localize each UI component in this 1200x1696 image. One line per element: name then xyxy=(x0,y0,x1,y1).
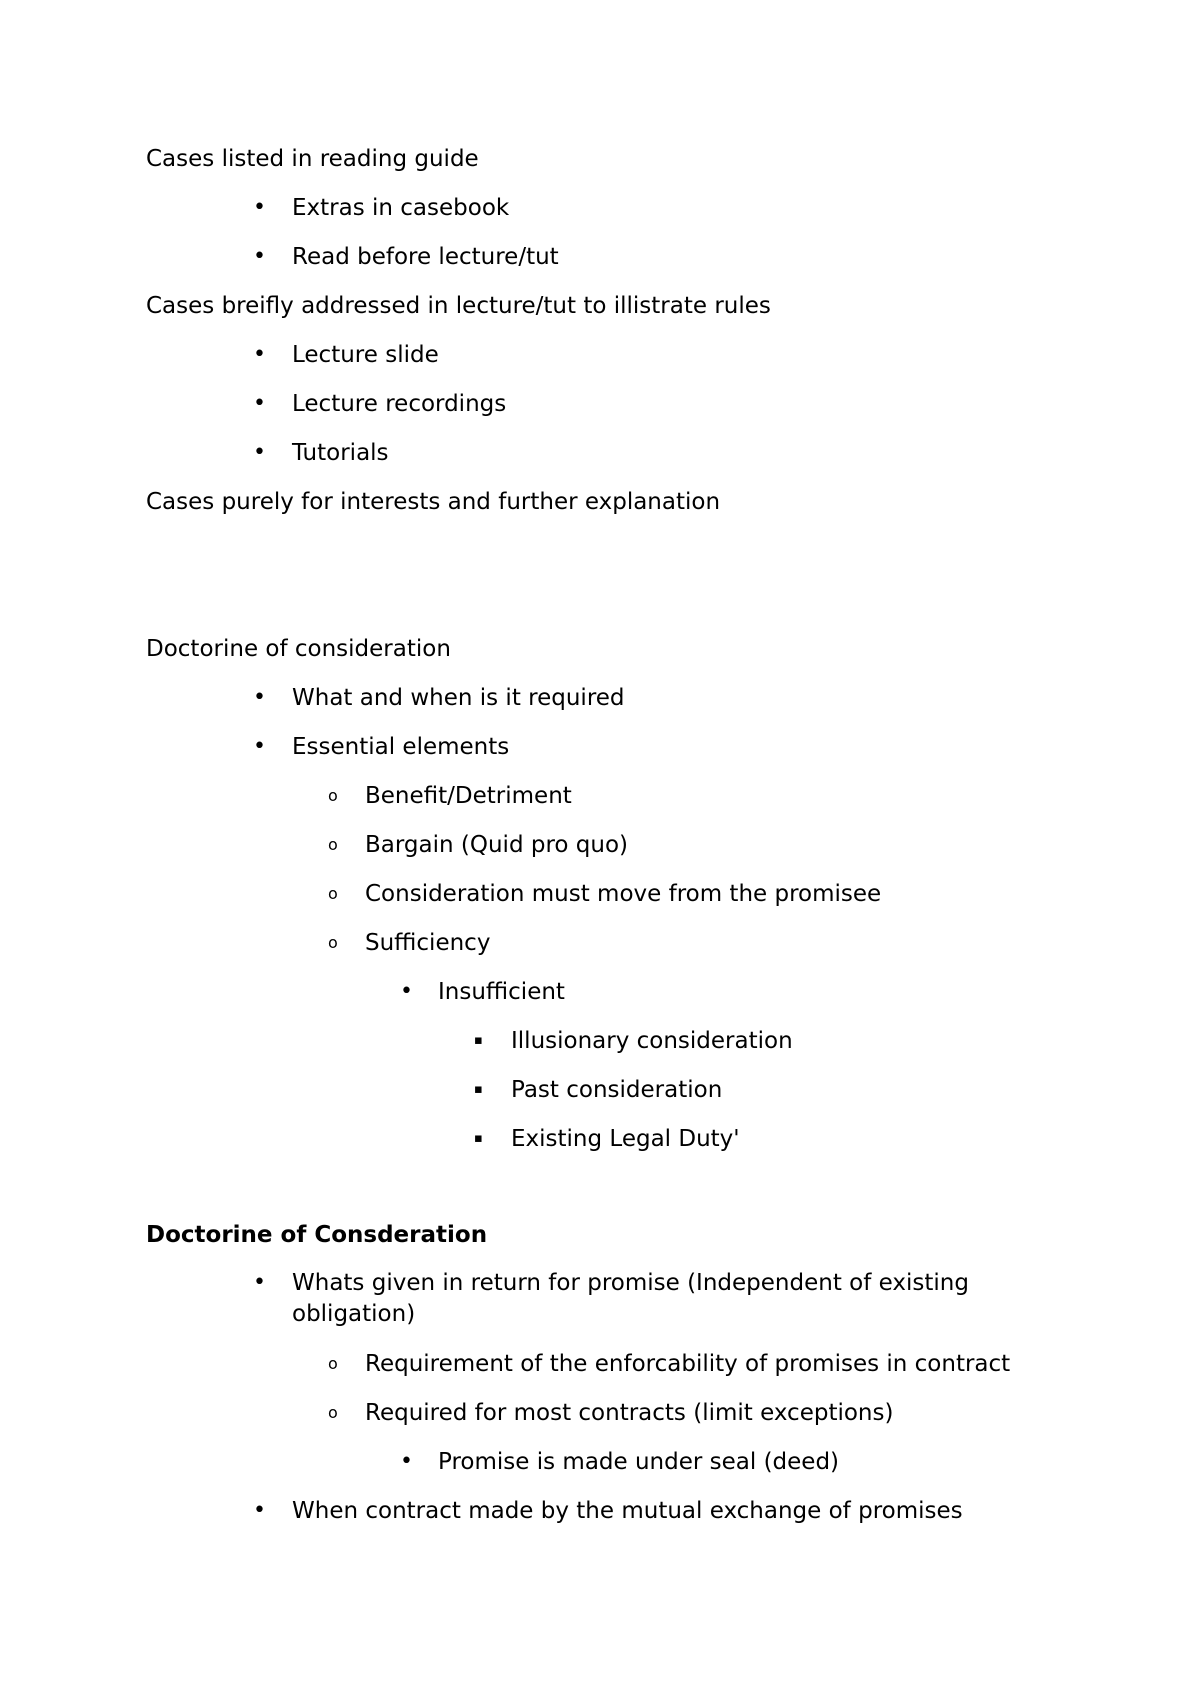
list-item: Existing Legal Duty' xyxy=(511,1126,740,1152)
section-heading: Cases listed in reading guide xyxy=(146,146,479,172)
list-item: Extras in casebook xyxy=(292,195,510,221)
disc-bullet-icon: • xyxy=(253,1270,266,1295)
disc-bullet-icon: • xyxy=(253,685,266,710)
disc-bullet-icon: • xyxy=(253,195,266,220)
list-item: Consideration must move from the promisee xyxy=(365,881,882,907)
list-item: Read before lecture/tut xyxy=(292,244,559,270)
list-item: Lecture recordings xyxy=(292,391,507,417)
list-item: Bargain (Quid pro quo) xyxy=(365,832,629,858)
circle-bullet-icon: o xyxy=(328,786,338,805)
list-item: Sufficiency xyxy=(365,930,491,956)
square-bullet-icon: ▪ xyxy=(474,1082,483,1097)
list-item: Tutorials xyxy=(292,440,389,466)
list-item: Requirement of the enforcability of promises in contract xyxy=(365,1351,1011,1377)
list-item: When contract made by the mutual exchange of promises xyxy=(292,1498,963,1524)
disc-bullet-icon: • xyxy=(253,440,266,465)
disc-bullet-icon: • xyxy=(253,342,266,367)
list-item: Promise is made under seal (deed) xyxy=(438,1449,840,1475)
list-item: What and when is it required xyxy=(292,685,625,711)
circle-bullet-icon: o xyxy=(328,884,338,903)
circle-bullet-icon: o xyxy=(328,933,338,952)
list-item: Required for most contracts (limit exceptions) xyxy=(365,1400,894,1426)
list-item: Past consideration xyxy=(511,1077,723,1103)
square-bullet-icon: ▪ xyxy=(474,1033,483,1048)
disc-bullet-icon: • xyxy=(400,979,413,1004)
list-item: Insufficient xyxy=(438,979,565,1005)
section-heading: Cases breifly addressed in lecture/tut to illistrate rules xyxy=(146,293,771,319)
list-item: Essential elements xyxy=(292,734,510,760)
section-heading: Cases purely for interests and further explanation xyxy=(146,489,721,515)
disc-bullet-icon: • xyxy=(253,244,266,269)
disc-bullet-icon: • xyxy=(253,734,266,759)
section-heading: Doctorine of consideration xyxy=(146,636,451,662)
circle-bullet-icon: o xyxy=(328,1403,338,1422)
circle-bullet-icon: o xyxy=(328,835,338,854)
disc-bullet-icon: • xyxy=(400,1449,413,1474)
section-heading-bold: Doctorine of Consderation xyxy=(146,1222,488,1248)
circle-bullet-icon: o xyxy=(328,1354,338,1373)
list-item: Lecture slide xyxy=(292,342,439,368)
disc-bullet-icon: • xyxy=(253,391,266,416)
square-bullet-icon: ▪ xyxy=(474,1131,483,1146)
disc-bullet-icon: • xyxy=(253,1498,266,1523)
list-item: Benefit/Detriment xyxy=(365,783,572,809)
list-item: Illusionary consideration xyxy=(511,1028,793,1054)
list-item: Whats given in return for promise (Independent of existing obligation) xyxy=(292,1270,969,1327)
